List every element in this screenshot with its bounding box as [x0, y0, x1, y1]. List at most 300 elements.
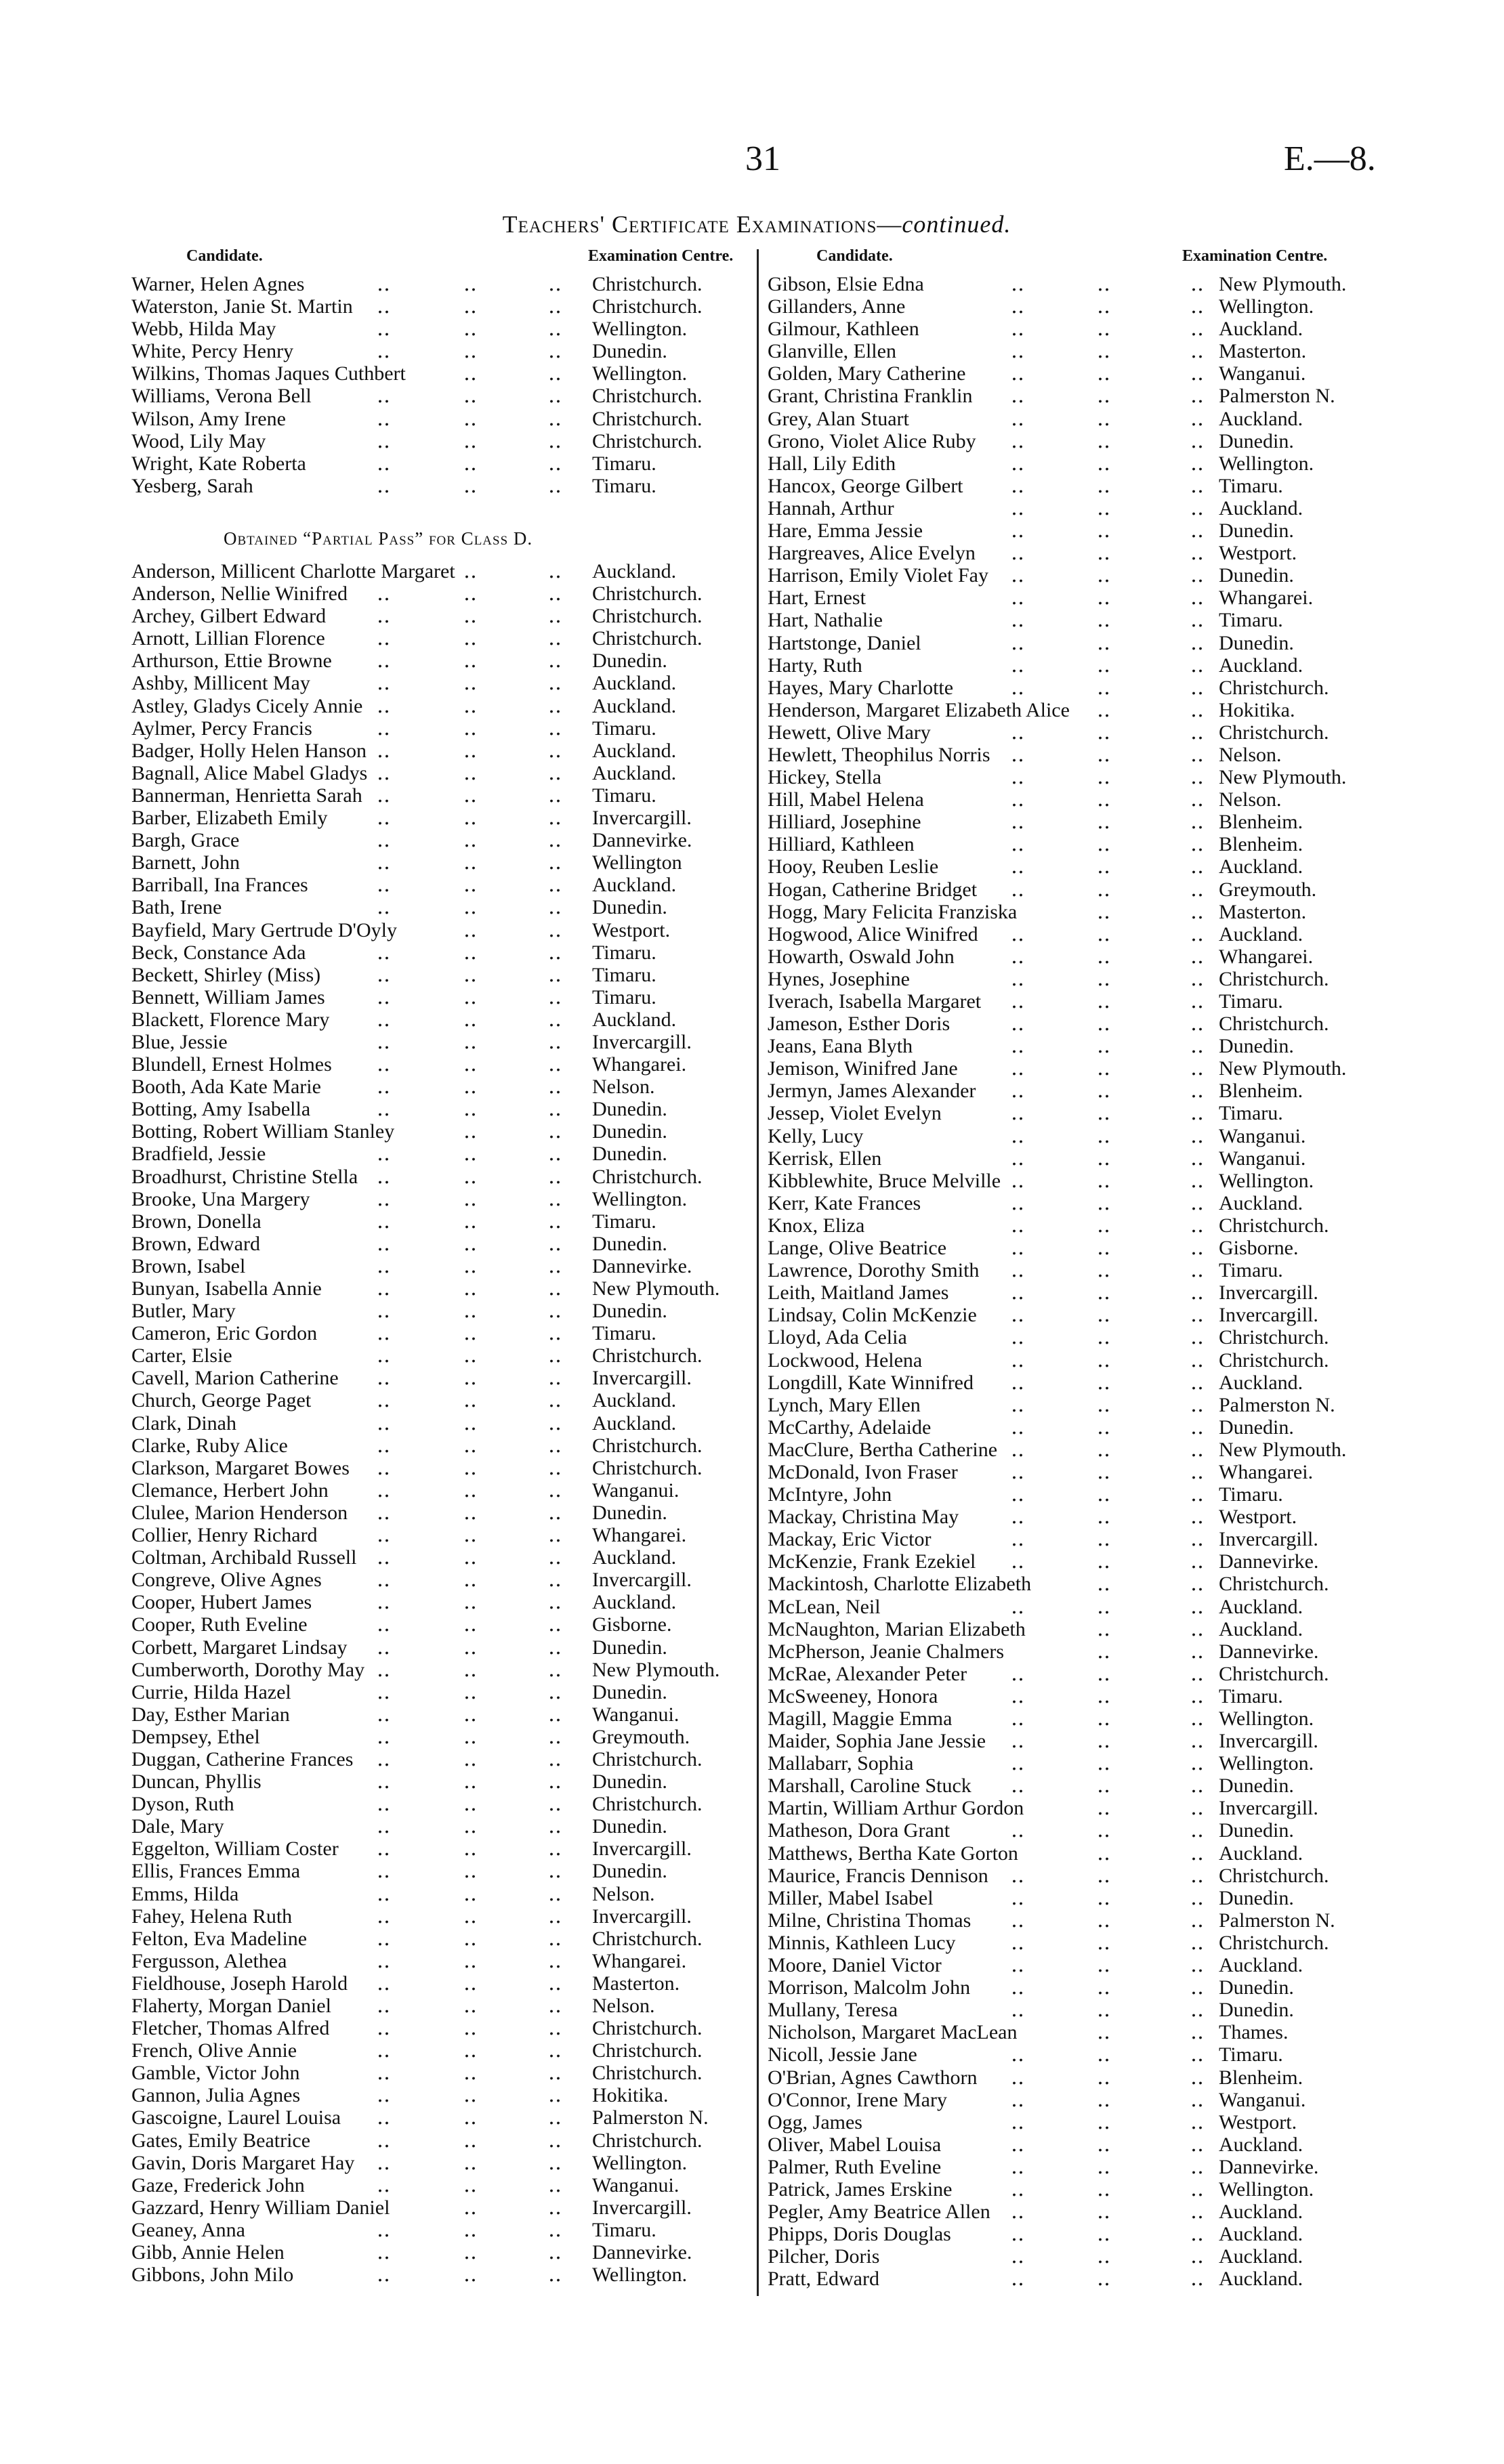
dot-leader: ‥ — [1190, 452, 1205, 475]
examination-centre: Auckland. — [1219, 496, 1303, 519]
examination-centre: Invercargill. — [1219, 1730, 1318, 1753]
examination-centre: Dannevirke. — [1219, 2155, 1319, 2178]
dot-leader: ‥ — [1011, 2133, 1025, 2156]
candidate-name: Iverach, Isabella Margaret — [768, 990, 982, 1013]
candidate-list-right — [768, 273, 1445, 2290]
dot-leader: ‥ — [1097, 2088, 1111, 2111]
examination-centre: Blenheim. — [1219, 1080, 1303, 1103]
dot-leader: ‥ — [377, 2241, 391, 2264]
dot-leader: ‥ — [1190, 1281, 1205, 1304]
examination-centre: Invercargill. — [1219, 1797, 1318, 1820]
candidate-name: Mullany, Teresa — [768, 1999, 898, 2022]
examination-centre: Dunedin. — [1219, 1775, 1294, 1798]
dot-leader: ‥ — [548, 717, 562, 740]
examination-centre: Auckland. — [592, 1591, 677, 1614]
list-row — [768, 1439, 1445, 1461]
dot-leader: ‥ — [1097, 945, 1111, 968]
dot-leader: ‥ — [548, 739, 562, 762]
examination-centre: Dannevirke. — [1219, 1550, 1319, 1573]
dot-leader: ‥ — [1190, 1550, 1205, 1573]
list-row — [768, 855, 1445, 878]
dot-leader: ‥ — [1011, 1393, 1025, 1416]
dot-leader: ‥ — [377, 1770, 391, 1793]
candidate-name: Cooper, Ruth Eveline — [131, 1613, 308, 1636]
candidate-name: Fergusson, Alethea — [131, 1949, 287, 1972]
list-row — [131, 1681, 741, 1703]
dot-leader: ‥ — [463, 295, 478, 318]
dot-leader: ‥ — [1190, 1214, 1205, 1237]
dot-leader: ‥ — [377, 1367, 391, 1390]
dot-leader: ‥ — [1190, 2088, 1205, 2111]
dot-leader: ‥ — [1190, 698, 1205, 721]
dot-leader: ‥ — [1190, 2043, 1205, 2066]
candidate-name: Mallabarr, Sophia — [768, 1752, 914, 1775]
dot-leader: ‥ — [1011, 2088, 1025, 2111]
dot-leader: ‥ — [377, 1300, 391, 1323]
list-row — [131, 1435, 741, 1457]
list-row — [768, 2245, 1445, 2268]
candidate-name: Oliver, Mabel Louisa — [768, 2133, 942, 2156]
candidate-name: MacClure, Bertha Catherine — [768, 1438, 998, 1461]
candidate-name: Jemison, Winifred Jane — [768, 1057, 958, 1080]
dot-leader: ‥ — [1190, 519, 1205, 543]
candidate-name: Bagnall, Alice Mabel Gladys — [131, 761, 368, 784]
dot-leader: ‥ — [377, 1076, 391, 1099]
candidate-name: Mackay, Christina May — [768, 1506, 959, 1529]
candidate-name: Blackett, Florence Mary — [131, 1008, 330, 1031]
list-row — [768, 1147, 1445, 1170]
dot-leader: ‥ — [1190, 811, 1205, 834]
examination-centre: Wanganui. — [592, 2173, 680, 2196]
examination-centre: Auckland. — [1219, 1371, 1303, 1394]
list-row — [131, 1613, 741, 1636]
dot-leader: ‥ — [1097, 1102, 1111, 1125]
candidate-name: Bunyan, Isabella Annie — [131, 1277, 322, 1300]
dot-leader: ‥ — [1190, 2021, 1205, 2044]
list-row — [768, 340, 1445, 362]
dot-leader: ‥ — [1097, 1684, 1111, 1707]
dot-leader: ‥ — [463, 1569, 478, 1592]
examination-centre: Dunedin. — [592, 1120, 667, 1143]
dot-leader: ‥ — [1011, 1035, 1025, 1058]
dot-leader: ‥ — [1097, 2110, 1111, 2133]
dot-leader: ‥ — [1011, 1730, 1025, 1753]
dot-leader: ‥ — [1097, 766, 1111, 789]
dot-leader: ‥ — [1097, 1147, 1111, 1170]
dot-leader: ‥ — [463, 2106, 478, 2129]
list-row — [131, 1053, 741, 1076]
examination-centre: Wanganui. — [1219, 1147, 1306, 1170]
dot-leader: ‥ — [1190, 1147, 1205, 1170]
dot-leader: ‥ — [1190, 1483, 1205, 1506]
dot-leader: ‥ — [377, 1524, 391, 1547]
candidate-name: Leith, Maitland James — [768, 1281, 949, 1304]
candidate-name: Coltman, Archibald Russell — [131, 1546, 357, 1569]
dot-leader: ‥ — [1097, 1237, 1111, 1260]
list-row — [131, 1098, 741, 1120]
candidate-name: Badger, Holly Helen Hanson — [131, 739, 367, 762]
list-row — [768, 1416, 1445, 1439]
candidate-name: Gillanders, Anne — [768, 295, 906, 318]
dot-leader: ‥ — [463, 1143, 478, 1166]
candidate-name: Lloyd, Ada Celia — [768, 1326, 907, 1349]
dot-leader: ‥ — [1097, 654, 1111, 677]
dot-leader: ‥ — [1190, 676, 1205, 699]
dot-leader: ‥ — [463, 1995, 478, 2017]
list-row — [768, 1707, 1445, 1730]
dot-leader: ‥ — [1097, 2155, 1111, 2178]
dot-leader: ‥ — [1097, 1573, 1111, 1596]
examination-centre: Auckland. — [1219, 2133, 1303, 2156]
dot-leader: ‥ — [1011, 1707, 1025, 1730]
dot-leader: ‥ — [377, 2062, 391, 2085]
dot-leader: ‥ — [1190, 1886, 1205, 1909]
dot-leader: ‥ — [1011, 1684, 1025, 1707]
candidate-list-left-top — [131, 273, 741, 497]
list-row — [768, 587, 1445, 609]
candidate-name: Knox, Eliza — [768, 1214, 865, 1237]
examination-centre: Dunedin. — [1219, 1819, 1294, 1842]
dot-leader: ‥ — [463, 650, 478, 673]
candidate-name: Anderson, Millicent Charlotte Margaret — [131, 560, 455, 582]
dot-leader: ‥ — [463, 1120, 478, 1143]
examination-centre: Blenheim. — [1219, 2066, 1303, 2089]
dot-leader: ‥ — [1190, 1573, 1205, 1596]
dot-leader: ‥ — [463, 829, 478, 852]
candidate-name: Bradfield, Jessie — [131, 1143, 266, 1166]
list-row — [768, 2021, 1445, 2043]
dot-leader: ‥ — [1097, 542, 1111, 565]
candidate-name: Clark, Dinah — [131, 1411, 236, 1435]
title-main: Teachers' Certificate Examinations— — [502, 211, 902, 238]
list-row — [768, 2111, 1445, 2133]
dot-leader: ‥ — [548, 2196, 562, 2219]
candidate-name: Jeans, Eana Blyth — [768, 1035, 913, 1058]
candidate-name: Jameson, Esther Doris — [768, 1013, 951, 1036]
dot-leader: ‥ — [1011, 1752, 1025, 1775]
candidate-name: Grono, Violet Alice Ruby — [768, 429, 976, 452]
dot-leader: ‥ — [377, 1456, 391, 1479]
candidate-name: Matthews, Bertha Kate Gorton — [768, 1842, 1018, 1865]
dot-leader: ‥ — [1011, 2201, 1025, 2224]
candidate-name: Beckett, Shirley (Miss) — [131, 963, 321, 986]
dot-leader: ‥ — [463, 318, 478, 341]
candidate-name: French, Olive Annie — [131, 2039, 297, 2062]
examination-centre: Dunedin. — [592, 1232, 667, 1255]
examination-centre: Nelson. — [592, 1076, 655, 1099]
examination-centre: Auckland. — [1219, 1191, 1303, 1214]
dot-leader: ‥ — [1011, 1080, 1025, 1103]
dot-leader: ‥ — [463, 918, 478, 941]
dot-leader: ‥ — [463, 1703, 478, 1726]
dot-leader: ‥ — [1190, 474, 1205, 497]
candidate-name: Palmer, Ruth Eveline — [768, 2155, 942, 2178]
dot-leader: ‥ — [1097, 1191, 1111, 1214]
dot-leader: ‥ — [1011, 2043, 1025, 2066]
list-row — [131, 1502, 741, 1524]
examination-centre: Wellington. — [1219, 2178, 1314, 2201]
examination-centre: Invercargill. — [592, 1367, 692, 1390]
candidate-name: Congreve, Olive Agnes — [131, 1569, 322, 1592]
dot-leader: ‥ — [463, 1793, 478, 1816]
examination-centre: Dannevirke. — [592, 2241, 692, 2264]
dot-leader: ‥ — [463, 1949, 478, 1972]
dot-leader: ‥ — [1097, 788, 1111, 811]
dot-leader: ‥ — [548, 1725, 562, 1748]
dot-leader: ‥ — [1097, 609, 1111, 632]
dot-leader: ‥ — [548, 2264, 562, 2287]
dot-leader: ‥ — [1011, 1371, 1025, 1394]
dot-leader: ‥ — [463, 1882, 478, 1905]
dot-leader: ‥ — [548, 1389, 562, 1412]
dot-leader: ‥ — [1190, 1730, 1205, 1753]
list-row — [768, 1887, 1445, 1909]
list-row — [131, 582, 741, 605]
candidate-name: Waterston, Janie St. Martin — [131, 295, 353, 318]
dot-leader: ‥ — [1011, 1909, 1025, 1932]
candidate-name: Barnett, John — [131, 851, 240, 874]
dot-leader: ‥ — [1097, 2178, 1111, 2201]
examination-centre: Gisborne. — [1219, 1237, 1299, 1260]
candidate-name: Gamble, Victor John — [131, 2062, 300, 2085]
list-row — [768, 766, 1445, 788]
dot-leader: ‥ — [548, 1322, 562, 1345]
list-row — [768, 901, 1445, 923]
list-row — [768, 1640, 1445, 1663]
list-row — [768, 2089, 1445, 2111]
list-row — [768, 1035, 1445, 1057]
examination-centre: Auckland. — [592, 560, 677, 582]
dot-leader: ‥ — [377, 896, 391, 919]
examination-centre: Blenheim. — [1219, 811, 1303, 834]
list-row — [768, 1102, 1445, 1124]
dot-leader: ‥ — [463, 452, 478, 475]
dot-leader: ‥ — [1097, 273, 1111, 295]
dot-leader: ‥ — [548, 1300, 562, 1323]
examination-centre: Masterton. — [1219, 900, 1307, 923]
dot-leader: ‥ — [1097, 2268, 1111, 2291]
document-reference: E.—8. — [1284, 140, 1376, 178]
dot-leader: ‥ — [377, 318, 391, 341]
dot-leader: ‥ — [1190, 273, 1205, 295]
list-row — [131, 1928, 741, 1950]
candidate-name: Wright, Kate Roberta — [131, 452, 306, 475]
examination-centre: Palmerston N. — [1219, 1393, 1335, 1416]
examination-centre: Auckland. — [1219, 922, 1303, 946]
candidate-name: Miller, Mabel Isabel — [768, 1886, 934, 1909]
dot-leader: ‥ — [1097, 922, 1111, 946]
list-row — [131, 2241, 741, 2264]
examination-centre: Westport. — [1219, 2110, 1297, 2133]
dot-leader: ‥ — [548, 362, 562, 385]
dot-leader: ‥ — [1190, 2155, 1205, 2178]
dot-leader: ‥ — [377, 295, 391, 318]
examination-centre: Invercargill. — [592, 2196, 692, 2219]
list-row — [768, 1394, 1445, 1416]
list-row — [131, 1793, 741, 1815]
list-row — [131, 964, 741, 986]
candidate-name: Hart, Ernest — [768, 587, 866, 610]
dot-leader: ‥ — [1190, 318, 1205, 341]
list-row — [768, 990, 1445, 1013]
dot-leader: ‥ — [1097, 1550, 1111, 1573]
dot-leader: ‥ — [377, 273, 391, 295]
examination-centre: Masterton. — [1219, 340, 1307, 363]
dot-leader: ‥ — [548, 1995, 562, 2017]
dot-leader: ‥ — [548, 672, 562, 695]
dot-leader: ‥ — [1097, 1169, 1111, 1192]
dot-leader: ‥ — [1190, 2245, 1205, 2268]
dot-leader: ‥ — [1097, 1886, 1111, 1909]
dot-leader: ‥ — [377, 784, 391, 807]
dot-leader: ‥ — [463, 1210, 478, 1233]
examination-centre: Auckland. — [1219, 2223, 1303, 2246]
dot-leader: ‥ — [463, 273, 478, 295]
column-divider — [757, 249, 759, 2296]
dot-leader: ‥ — [548, 1456, 562, 1479]
list-row — [131, 1367, 741, 1389]
dot-leader: ‥ — [1190, 1506, 1205, 1529]
examination-centre: Timaru. — [1219, 2043, 1283, 2066]
candidate-name: McDonald, Ivon Fraser — [768, 1460, 958, 1483]
candidate-name: Beck, Constance Ada — [131, 941, 306, 964]
examination-centre: Wellington — [592, 851, 682, 874]
candidate-name: Flaherty, Morgan Daniel — [131, 1995, 331, 2017]
list-row — [131, 2196, 741, 2219]
candidate-name: Fieldhouse, Joseph Harold — [131, 1972, 348, 1995]
list-row — [131, 1815, 741, 1838]
list-row — [131, 318, 741, 340]
list-row — [768, 1842, 1445, 1865]
list-row — [768, 2133, 1445, 2156]
list-row — [768, 878, 1445, 901]
candidate-name: Clemance, Herbert John — [131, 1479, 329, 1502]
dot-leader: ‥ — [548, 694, 562, 717]
examination-centre: Nelson. — [1219, 788, 1282, 811]
dot-leader: ‥ — [1097, 1999, 1111, 2022]
candidate-name: Broadhurst, Christine Stella — [131, 1165, 358, 1188]
dot-leader: ‥ — [1190, 1931, 1205, 1954]
list-row — [768, 1685, 1445, 1707]
candidate-name: Yesberg, Sarah — [131, 474, 253, 497]
dot-leader: ‥ — [1097, 1617, 1111, 1640]
candidate-name: Cavell, Marion Catherine — [131, 1367, 339, 1390]
dot-leader: ‥ — [1097, 1528, 1111, 1551]
list-row — [768, 699, 1445, 721]
dot-leader: ‥ — [377, 694, 391, 717]
dot-leader: ‥ — [1190, 922, 1205, 946]
candidate-name: Botting, Amy Isabella — [131, 1098, 311, 1121]
examination-centre: Christchurch. — [1219, 721, 1329, 744]
dot-leader: ‥ — [1097, 1483, 1111, 1506]
dot-leader: ‥ — [377, 1546, 391, 1569]
dot-leader: ‥ — [548, 1524, 562, 1547]
list-row — [131, 2062, 741, 2084]
dot-leader: ‥ — [377, 1793, 391, 1816]
candidate-name: Glanville, Ellen — [768, 340, 896, 363]
list-row — [131, 627, 741, 650]
examination-centre: Wellington. — [1219, 1707, 1314, 1730]
candidate-name: McCarthy, Adelaide — [768, 1416, 932, 1439]
dot-leader: ‥ — [548, 1636, 562, 1659]
dot-leader: ‥ — [1190, 654, 1205, 677]
examination-centre: Dunedin. — [592, 650, 667, 673]
examination-centre: Whangarei. — [592, 1524, 687, 1547]
examination-centre: Dunedin. — [592, 1680, 667, 1703]
dot-leader: ‥ — [1097, 1080, 1111, 1103]
examination-centre: Dannevirke. — [592, 1254, 692, 1277]
examination-centre: Christchurch. — [592, 605, 703, 628]
dot-leader: ‥ — [548, 1030, 562, 1053]
list-row — [131, 362, 741, 385]
examination-centre: Christchurch. — [592, 2039, 703, 2062]
dot-leader: ‥ — [1011, 1886, 1025, 1909]
dot-leader: ‥ — [463, 963, 478, 986]
dot-leader: ‥ — [548, 1210, 562, 1233]
candidate-name: Brown, Isabel — [131, 1254, 246, 1277]
dot-leader: ‥ — [548, 1187, 562, 1210]
list-row — [131, 1322, 741, 1344]
examination-centre: Invercargill. — [592, 1030, 692, 1053]
list-row — [131, 605, 741, 627]
candidate-name: Hooy, Reuben Leslie — [768, 855, 939, 878]
dot-leader: ‥ — [377, 650, 391, 673]
dot-leader: ‥ — [548, 1972, 562, 1995]
right-candidate-header: Candidate. — [816, 247, 893, 265]
dot-leader: ‥ — [1011, 1191, 1025, 1214]
list-row — [131, 1300, 741, 1322]
dot-leader: ‥ — [548, 1367, 562, 1390]
candidate-name: Hogwood, Alice Winifred — [768, 922, 978, 946]
examination-centre: Christchurch. — [592, 273, 703, 295]
candidate-name: Golden, Mary Catherine — [768, 362, 966, 385]
examination-centre: Wellington. — [592, 2264, 688, 2287]
examination-centre: Christchurch. — [1219, 1662, 1329, 1685]
dot-leader: ‥ — [548, 385, 562, 408]
dot-leader: ‥ — [1097, 1438, 1111, 1461]
candidate-name: Eggelton, William Coster — [131, 1838, 339, 1861]
dot-leader: ‥ — [377, 340, 391, 363]
candidate-name: Clarke, Ruby Alice — [131, 1434, 288, 1457]
examination-centre: Christchurch. — [592, 1165, 703, 1188]
candidate-name: Dale, Mary — [131, 1815, 224, 1838]
dot-leader: ‥ — [1190, 496, 1205, 519]
dot-leader: ‥ — [377, 2173, 391, 2196]
candidate-name: Fahey, Helena Ruth — [131, 1905, 293, 1928]
list-row — [768, 833, 1445, 855]
dot-leader: ‥ — [1011, 1013, 1025, 1036]
examination-centre: Timaru. — [1219, 474, 1283, 497]
examination-centre: New Plymouth. — [592, 1277, 720, 1300]
dot-leader: ‥ — [1190, 1326, 1205, 1349]
candidate-name: Jessep, Violet Evelyn — [768, 1102, 942, 1125]
dot-leader: ‥ — [463, 784, 478, 807]
dot-leader: ‥ — [1097, 967, 1111, 990]
dot-leader: ‥ — [1011, 2155, 1025, 2178]
dot-leader: ‥ — [463, 2264, 478, 2287]
dot-leader: ‥ — [463, 1680, 478, 1703]
examination-centre: Timaru. — [592, 452, 656, 475]
examination-centre: Auckland. — [1219, 2245, 1303, 2268]
list-row — [131, 1143, 741, 1165]
dot-leader: ‥ — [1190, 1864, 1205, 1887]
candidate-name: Nicoll, Jessie Jane — [768, 2043, 917, 2066]
dot-leader: ‥ — [463, 429, 478, 452]
list-row — [131, 784, 741, 807]
list-row — [768, 2156, 1445, 2178]
dot-leader: ‥ — [463, 1747, 478, 1770]
dot-leader: ‥ — [377, 761, 391, 784]
